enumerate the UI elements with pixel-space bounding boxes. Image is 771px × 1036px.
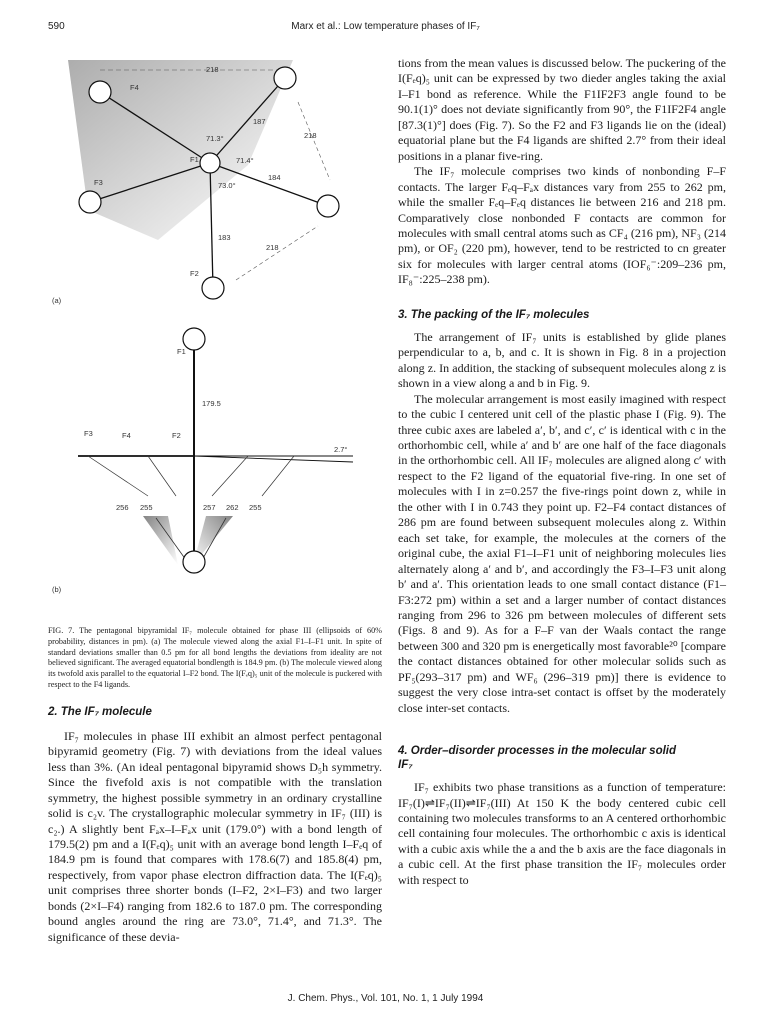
angle-2-7: 2.7° [334,445,348,454]
label-f4: F4 [122,431,131,440]
angle-713: 71.3° [206,134,224,143]
section-heading-4-line2: IF₇ [398,759,413,772]
section-heading-3: 3. The packing of the IF₇ molecules [398,308,590,321]
dist-187: 187 [253,117,266,126]
label-f3: F3 [94,178,103,187]
dist-262: 262 [226,503,239,512]
atom-f3-left [79,191,101,213]
dist-257: 257 [203,503,216,512]
label-f1: F1 [177,347,186,356]
section-heading-4 [398,744,726,772]
page-number: 590 [48,21,65,32]
atom-f1-top [183,328,205,350]
paragraph: IF₇ exhibits two phase transitions as a function of temperature: IF₇(I)⇌IF₇(II)⇌IF₇(III) At 150 K the body centered cubic cell containing two molecules transforms to an A centered orthorhombic cell containing four molecules. The orthorhombic c axis is identical with a cubic axis while the a and the b axis are the face diagonals in a cubic cell. At the first phase transition the IF₇ molecules order with respect to [398,780,726,887]
label-f4: F4 [130,83,139,92]
panel-label-b: (b) [52,585,62,594]
paragraph: The arrangement of IF₇ units is established by glide planes perpendicular to a, b, and c. It is shown in Fig. 8 in a projection along z. In addition, the stacking of subsequent molecules along z is shown in a view along a and b in Fig. 9. [398,329,726,391]
angle-714: 71.4° [236,156,254,165]
dist-183: 183 [218,233,231,242]
dist-218-top: 218 [206,65,219,74]
dist-218-bottom: 218 [266,243,279,252]
left-column [48,626,382,945]
dist-179-5: 179.5 [202,399,221,408]
label-f2: F2 [190,269,199,278]
paragraph: The IF₇ molecule comprises two kinds of nonbonding F–F contacts. The larger Fₑq–Fₐx distances vary from 255 to 262 pm, while the smaller Fₑq–Fₑq distances lie between 216 and 218 pm. Comparatively close nonbonded F contacts are common for molecules with small central atoms such as CF₄ (216 pm), NF₃ (214 pm), or OF₂ (220 pm), however, tend to be restricted to cn greater six for molecules with larger central atoms (IOF₆⁻:209–236 pm, IF₈⁻:225–238 pm). [398,164,726,287]
section-heading-4-line1: 4. Order–disorder processes in the molecular solid [398,745,677,758]
figure-7a [52,60,339,305]
figure-caption: FIG. 7. The pentagonal bipyramidal IF₇ molecule obtained for phase III (ellipsoids of 60% probability, distances in pm). (a) The molecule viewed along the axial F1–I–F1 unit. In spite of standard deviations smaller than 0.5 pm for all bond lengths the deviations from ideality are not believed significant. The averaged equatorial bondlength is 184.9 pm. (b) The molecule viewed along its twofold axis parallel to the equatorial I–F2 bond. The I(Fₑq)₅ unit of the molecule is puckered with respect to the F4 ligands. [48,626,382,689]
atom-f4-right [274,67,296,89]
atom-f4-left [89,81,111,103]
figure-7 [48,40,382,620]
label-f2: F2 [172,431,181,440]
dist-218-right: 218 [304,131,317,140]
atom-f1-bottom [183,551,205,573]
label-f1: F1 [190,155,199,164]
panel-label-a: (a) [52,296,62,305]
running-title: Marx et al.: Low temperature phases of IF₇ [291,21,480,32]
dist-184: 184 [268,173,281,182]
atom-f2 [202,277,224,299]
angle-730: 73.0° [218,181,236,190]
page-footer: J. Chem. Phys., Vol. 101, No. 1, 1 July 1994 [287,993,484,1004]
label-f3: F3 [84,429,93,438]
shading-region [143,516,178,565]
dist-255-a: 255 [140,503,153,512]
paragraph: The molecular arrangement is most easily imagined with respect to the cubic I centered unit cell of the plastic phase I (Fig. 9). The three cubic axes are labeled a′, b′, and c′, c′ is identical with c in the orthorhombic cell, while a′ and b′ are one half of the face diagonals in the orthorhombic cell. All IF₇ molecules are aligned along c′ with respect to the F2 ligand of the equatorial five-ring. In one set of molecules with I in z=0.257 the five-rings point down z, while in the other with I in 0.743 they point up. F2–F4 contact distances of 286 pm are found between subsequent molecules along z. Within each set take, for example, the molecules at the corners of the original cube, the axial F1–I–F1 unit of neighboring molecules lies alternately along a′ and b′, and accordingly the F3–I–F3 unit along b′ and a′. This orientation leads to one small contact distance (F1–F3:272 pm) within a set and a larger number of contact distances ranging from 296 to 326 pm between molecules of different sets (Figs. 8 and 9). As for a F–F van der Waals contact the range between 300 and 320 pm is energetically most favorable²⁰ [compare the contact distances obtained for other molecular solids such as PF₅(293–317 pm) and WF₆ (296–319 pm)] there is evidence to suggest the very close intra-set contact is offset by the moderately close inter-set contacts. [398,391,726,715]
dist-256: 256 [116,503,129,512]
paragraph: tions from the mean values is discussed below. The puckering of the I(Fₑq)₅ unit can be expressed by two dieder angles taking the axial I–F1 bond as reference. While the F1IF2F3 angle found to be 90.1(1)° does not deviate significantly from 90°, the F1IF2F4 angle [87.3(1)°] does (Fig. 7). So the F2 and F3 ligands lie on the (ideal) equatorial plane but the F4 ligands are shifted 2.7° from their ideal positions in a planar five-ring. [398,56,726,163]
iodine-atom [200,153,220,173]
section-heading-2: 2. The IF₇ molecule [48,705,152,718]
right-column [398,56,726,888]
atom-f3-right [317,195,339,217]
dist-255-b: 255 [249,503,262,512]
paragraph: IF₇ molecules in phase III exhibit an almost perfect pentagonal bipyramid geometry (Fig. 7) with deviations from the ideal values less than 3%. (An ideal pentagonal bipyramid shows D₅h symmetry. Since the fivefold axis is not compatible with the translation symmetry, the highest possible symmetry in an ordinary crystalline solid is c₂v. The crystallographic molecular symmetry in IF₇ (III) is c₂.) A slightly bent Fₐx–I–Fₐx unit (179.0°) with a bond length of 179.5(2) pm and a I(Fₑq)₅ unit with an average bond length I–Fₑq of 184.9 pm is found that compares with 178.6(7) and 185.8(4) pm, respectively, from vapor phase electron diffraction data. The I(Fₑq)₅ unit comprises three shorter bonds (I–F2, 2×I–F3) and two larger bonds (2×I–F4) ranging from 182.6 to 187.0 pm. The corresponding bound angles around the ring are 73.0°, 71.4°, and 71.3°. The significance of these devia- [48,728,382,944]
figure-7b [52,328,353,594]
